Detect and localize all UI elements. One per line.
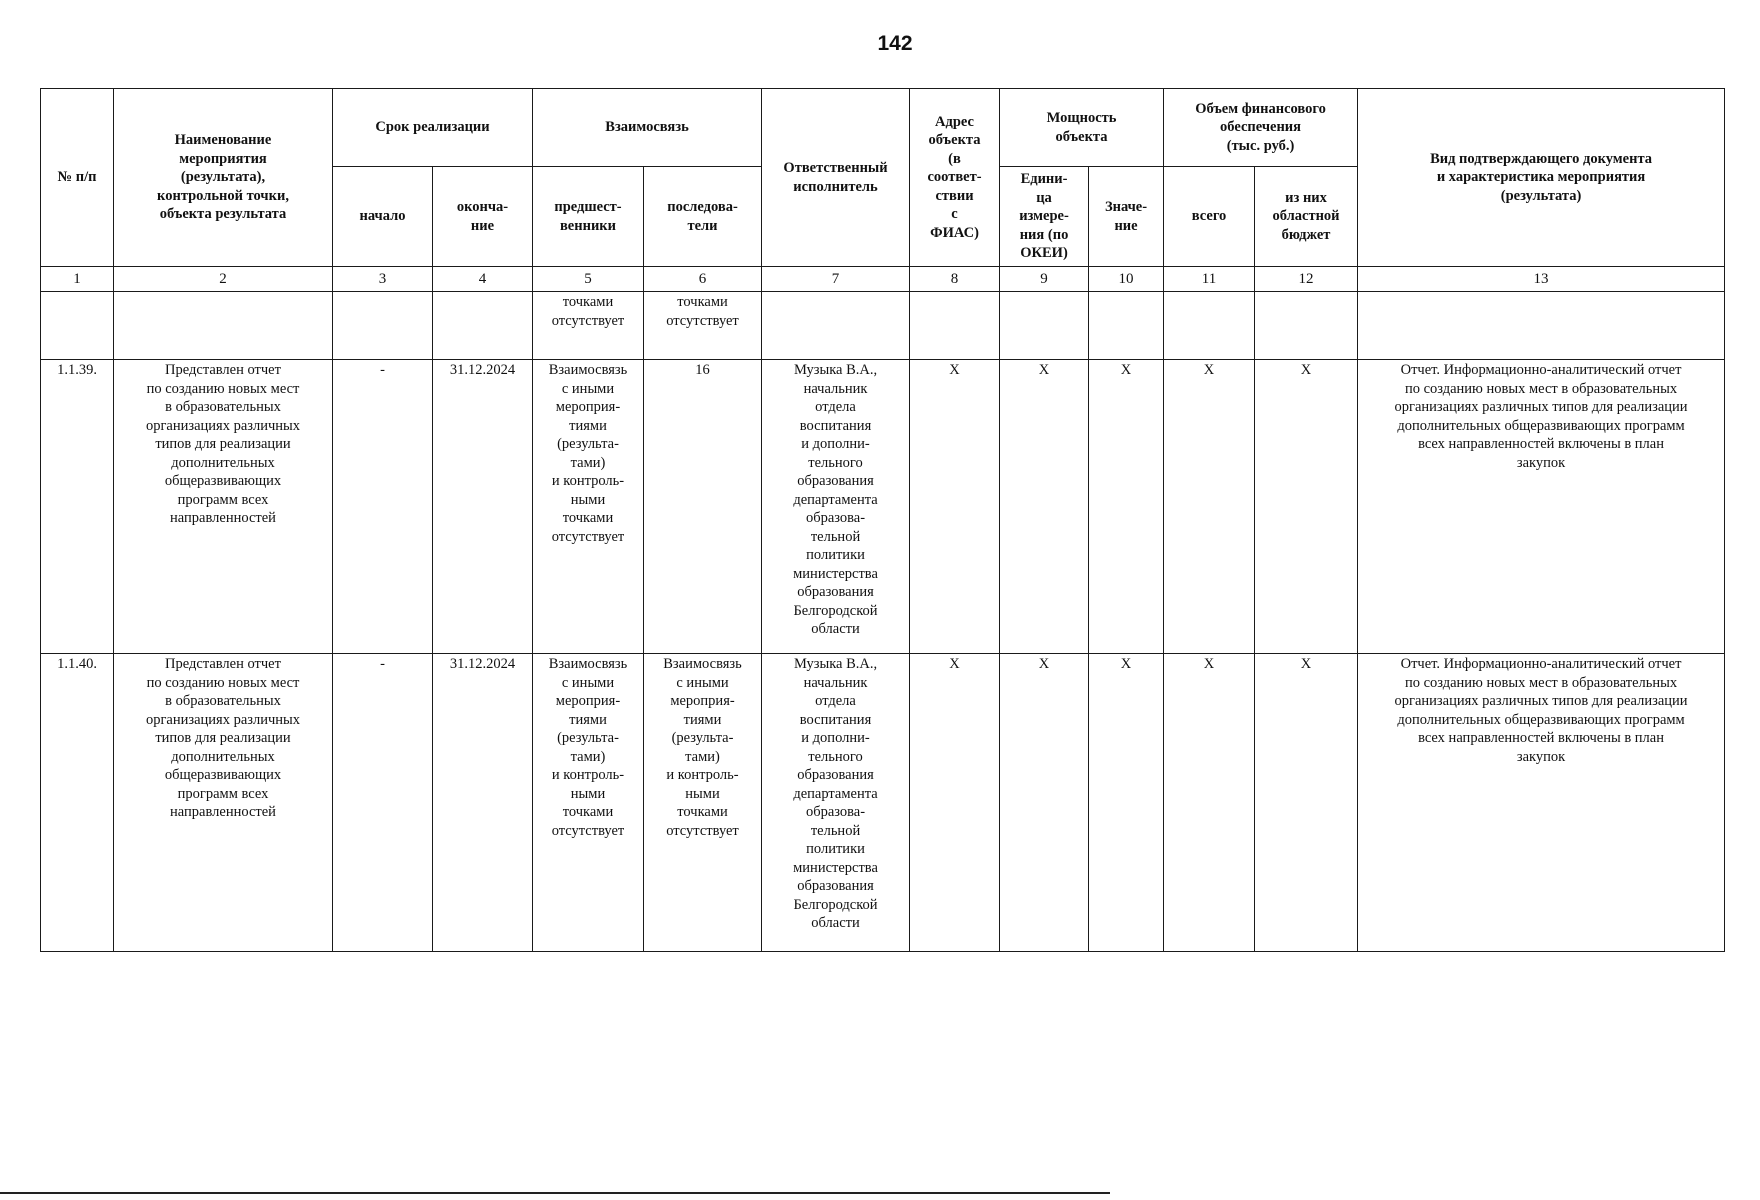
- table-row: [41, 654, 1725, 952]
- header-relation-prev: предшест- венники: [533, 167, 644, 267]
- column-number: 6: [644, 267, 762, 292]
- column-number: 5: [533, 267, 644, 292]
- header-relation: Взаимосвязь: [533, 89, 762, 167]
- cell-finance-total: Х: [1164, 654, 1255, 952]
- cell-finance-regional: Х: [1255, 360, 1358, 654]
- column-number: 11: [1164, 267, 1255, 292]
- header-finance-total: всего: [1164, 167, 1255, 267]
- cell-num: 1.1.40.: [41, 654, 114, 952]
- header-finance-regional: из них областной бюджет: [1255, 167, 1358, 267]
- header-term-start: начало: [333, 167, 433, 267]
- header-capacity-unit: Едини- ца измере- ния (по ОКЕИ): [1000, 167, 1089, 267]
- column-number-row: [41, 267, 1725, 292]
- column-number: 12: [1255, 267, 1358, 292]
- cell-empty: [910, 292, 1000, 360]
- header-relation-next: последова- тели: [644, 167, 762, 267]
- cell-relation-next: 16: [644, 360, 762, 654]
- header-capacity: Мощность объекта: [1000, 89, 1164, 167]
- cell-empty: [1255, 292, 1358, 360]
- cell-end: 31.12.2024: [433, 654, 533, 952]
- cell-capacity-unit: Х: [1000, 360, 1089, 654]
- cell-relation-prev: Взаимосвязь с иными мероприя- тиями (результа- тами) и контроль- ными точками отсутствует: [533, 654, 644, 952]
- cell-address: Х: [910, 654, 1000, 952]
- cell-empty: [1000, 292, 1089, 360]
- cell-empty: [1164, 292, 1255, 360]
- table-row: [41, 360, 1725, 654]
- header-finance: Объем финансового обеспечения (тыс. руб.): [1164, 89, 1358, 167]
- cell-name: Представлен отчет по созданию новых мест в образовательных организациях различных типов для реализации дополнительных общеразвивающих программ всех направленностей: [114, 360, 333, 654]
- column-number: 3: [333, 267, 433, 292]
- cell-capacity-value: Х: [1089, 360, 1164, 654]
- header-term: Срок реализации: [333, 89, 533, 167]
- column-number: 8: [910, 267, 1000, 292]
- cell-num: 1.1.39.: [41, 360, 114, 654]
- cell-relation-next: Взаимосвязь с иными мероприя- тиями (результа- тами) и контроль- ными точками отсутствует: [644, 654, 762, 952]
- header-term-end: оконча- ние: [433, 167, 533, 267]
- cell-empty: [433, 292, 533, 360]
- cell-doc: Отчет. Информационно-аналитический отчет по созданию новых мест в образовательных организациях различных типов для реализации дополнительных общеразвивающих программ всех направленностей включены в план закупок: [1358, 360, 1725, 654]
- cell-responsible: Музыка В.А., начальник отдела воспитания и дополни- тельного образования департамента образова- тельной политики министерства образования Белгородской области: [762, 360, 910, 654]
- cell-empty: [114, 292, 333, 360]
- cell-empty: [1358, 292, 1725, 360]
- header-num: № п/п: [41, 89, 114, 267]
- cell-relation-prev: точками отсутствует: [533, 292, 644, 360]
- header-capacity-value: Значе- ние: [1089, 167, 1164, 267]
- header-responsible: Ответственный исполнитель: [762, 89, 910, 267]
- cell-capacity-unit: Х: [1000, 654, 1089, 952]
- header-name: Наименование мероприятия (результата), контрольной точки, объекта результата: [114, 89, 333, 267]
- cell-start: -: [333, 654, 433, 952]
- cell-doc: Отчет. Информационно-аналитический отчет по созданию новых мест в образовательных организациях различных типов для реализации дополнительных общеразвивающих программ всех направленностей включены в план закупок: [1358, 654, 1725, 952]
- cell-end: 31.12.2024: [433, 360, 533, 654]
- cell-relation-next: точками отсутствует: [644, 292, 762, 360]
- column-number: 9: [1000, 267, 1089, 292]
- cell-empty: [1089, 292, 1164, 360]
- page-number: 142: [877, 32, 913, 55]
- column-number: 10: [1089, 267, 1164, 292]
- header-doc-type: Вид подтверждающего документа и характеристика мероприятия (результата): [1358, 89, 1725, 267]
- continuation-row: [41, 292, 1725, 360]
- cell-finance-total: Х: [1164, 360, 1255, 654]
- cell-responsible: Музыка В.А., начальник отдела воспитания и дополни- тельного образования департамента образова- тельной политики министерства образования Белгородской области: [762, 654, 910, 952]
- cell-address: Х: [910, 360, 1000, 654]
- column-number: 4: [433, 267, 533, 292]
- header-address: Адрес объекта (в соответ- ствии с ФИАС): [910, 89, 1000, 267]
- column-number: 7: [762, 267, 910, 292]
- cell-empty: [333, 292, 433, 360]
- bottom-divider: [0, 1192, 1110, 1194]
- cell-start: -: [333, 360, 433, 654]
- plan-table: [40, 88, 1725, 952]
- cell-name: Представлен отчет по созданию новых мест в образовательных организациях различных типов для реализации дополнительных общеразвивающих программ всех направленностей: [114, 654, 333, 952]
- cell-relation-prev: Взаимосвязь с иными мероприя- тиями (результа- тами) и контроль- ными точками отсутствует: [533, 360, 644, 654]
- header-row-top: [41, 89, 1725, 167]
- column-number: 2: [114, 267, 333, 292]
- cell-empty: [762, 292, 910, 360]
- cell-empty: [41, 292, 114, 360]
- cell-capacity-value: Х: [1089, 654, 1164, 952]
- column-number: 13: [1358, 267, 1725, 292]
- column-number: 1: [41, 267, 114, 292]
- cell-finance-regional: Х: [1255, 654, 1358, 952]
